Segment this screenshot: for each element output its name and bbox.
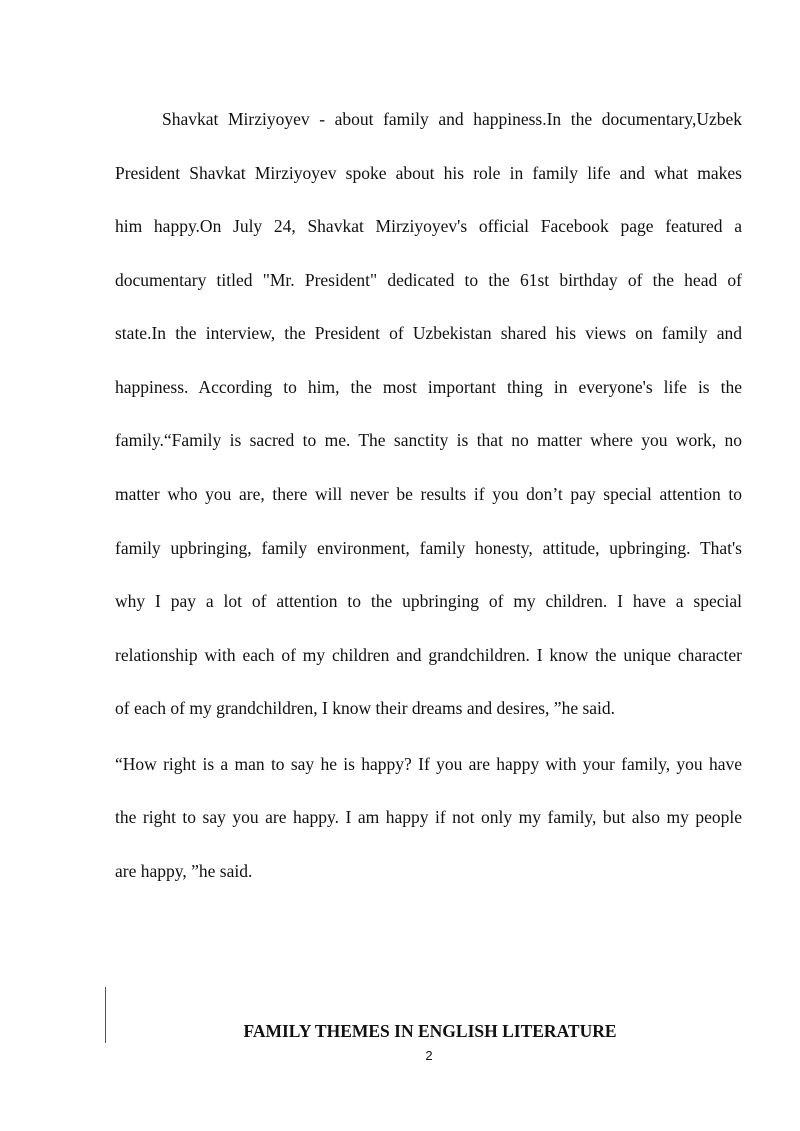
text-line: family.“Family is sacred to me. The sanctity is that no matter where you work, no — [115, 430, 742, 450]
text-line: relationship with each of my children and grandchildren. I know the unique character — [115, 645, 742, 665]
text-line: Shavkat Mirziyoyev - about family and happiness.In the documentary,Uzbek — [162, 109, 742, 129]
text-line: are happy, ”he said. — [115, 861, 253, 881]
text-line: family upbringing, family environment, family honesty, attitude, upbringing. That's — [115, 538, 742, 558]
text-line: state.In the interview, the President of Uzbekistan shared his views on family and — [115, 323, 742, 343]
text-line: matter who you are, there will never be results if you don’t pay special attention to — [115, 484, 742, 504]
text-line: the right to say you are happy. I am happy if not only my family, but also my people — [115, 807, 742, 827]
text-line: documentary titled "Mr. President" dedicated to the 61st birthday of the head of — [115, 270, 742, 290]
text-line: “How right is a man to say he is happy? If you are happy with your family, you have — [115, 754, 742, 774]
section-heading: FAMILY THEMES IN ENGLISH LITERATURE — [243, 1021, 617, 1041]
page-number: 2 — [425, 1048, 433, 1063]
text-line: happiness. According to him, the most important thing in everyone's life is the — [115, 377, 742, 397]
text-line: why I pay a lot of attention to the upbringing of my children. I have a special — [115, 591, 742, 611]
text-line: President Shavkat Mirziyoyev spoke about his role in family life and what makes — [115, 163, 742, 183]
text-line: him happy.On July 24, Shavkat Mirziyoyev's official Facebook page featured a — [115, 216, 742, 236]
text-line: of each of my grandchildren, I know their dreams and desires, ”he said. — [115, 698, 616, 718]
